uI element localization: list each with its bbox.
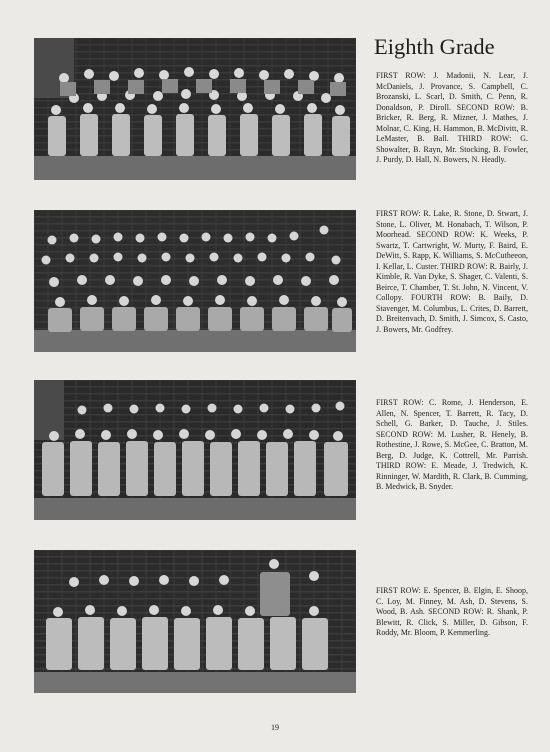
class-photo-4-image bbox=[34, 550, 356, 693]
class-photo-4 bbox=[34, 550, 356, 693]
caption-photo-3: FIRST ROW: C. Rome, J. Henderson, E. Allen, N. Spencer, T. Barrett, R. Tacy, D. Schell, G. Barker, D. Tauche, J. Stiles. SECOND ROW: M. Lusher, R. Henely, B. Rothestine, J. Rowe, S. McGee, C. Bratton, M. Berg, D. Judge, K. Cottrell, Mr. Parrish. THIRD ROW: E. Meade, J. Tredwich, K. Rinninger, W. Mardith, R. Clark, B. Cumming, B. Medwick, B. Snyder. bbox=[376, 398, 528, 491]
class-photo-3 bbox=[34, 380, 356, 520]
caption-photo-2: FIRST ROW: R. Lake, R. Stone, D. Stwart, J. Stone, L. Oliver, M. Honabach, T. Wilson, P. Moorhead. SECOND ROW: K. Weeks, P. Swartz, T. Cartwright, W. Murty, F. Baird, E. DeWitt, S. Rapp, K. Williams, S. McCutheeon, I. Kellar, L. Custer. THIRD ROW: R. Bairly, J. Kimble, R. Van Dyke, S. Shager, C. Valenti, S. Beirce, T. Chamber, T. St. John, N. Vincent, V. Collopy. FOURTH ROW: B. Baily, D. Stavenger, M. Columbus, L. Crites, D. Barrett, D. Breitenvach, D. Smith, J. Simcox, S. Casto, J. Bowers, Mr. Godfrey. bbox=[376, 209, 528, 334]
class-photo-1 bbox=[34, 38, 356, 180]
class-photo-1-image bbox=[34, 38, 356, 180]
page-number: 19 bbox=[271, 723, 279, 732]
class-photo-3-image bbox=[34, 380, 356, 520]
caption-photo-4: FIRST ROW: E. Spencer, B. Elgin, E. Shoop, C. Loy, M. Finney, M. Ash, D. Stevens, S. Wood, B. Ash. SECOND ROW: R. Shank, P. Blewitt, R. Click, S. Miller, D. Gibson, F. Roddy, Mr. Bloom, P. Kemmerling. bbox=[376, 586, 528, 637]
class-photo-2-image bbox=[34, 210, 356, 352]
caption-photo-1: FIRST ROW: J. Madonii, N. Lear, J. McDaniels, J. Provance, S. Campbell, C. Brozanski, L. Scarl, D. Smith, C. Penn, R. Donaldson, P. Diroll. SECOND ROW: B. Bricker, R. Berg, R. Mizner, J. Mathes, J. Molnar, C. King, H. Hammon, B. McDivitt, R. LeMaster, B. Ball. THIRD ROW: G. Showalter, B. Rayn, Mr. Stocking, B. Fowler, J. Purdy, D. Hall, N. Bowers, N. Headly. bbox=[376, 71, 528, 164]
class-photo-2 bbox=[34, 210, 356, 352]
page-title: Eighth Grade bbox=[374, 34, 495, 59]
